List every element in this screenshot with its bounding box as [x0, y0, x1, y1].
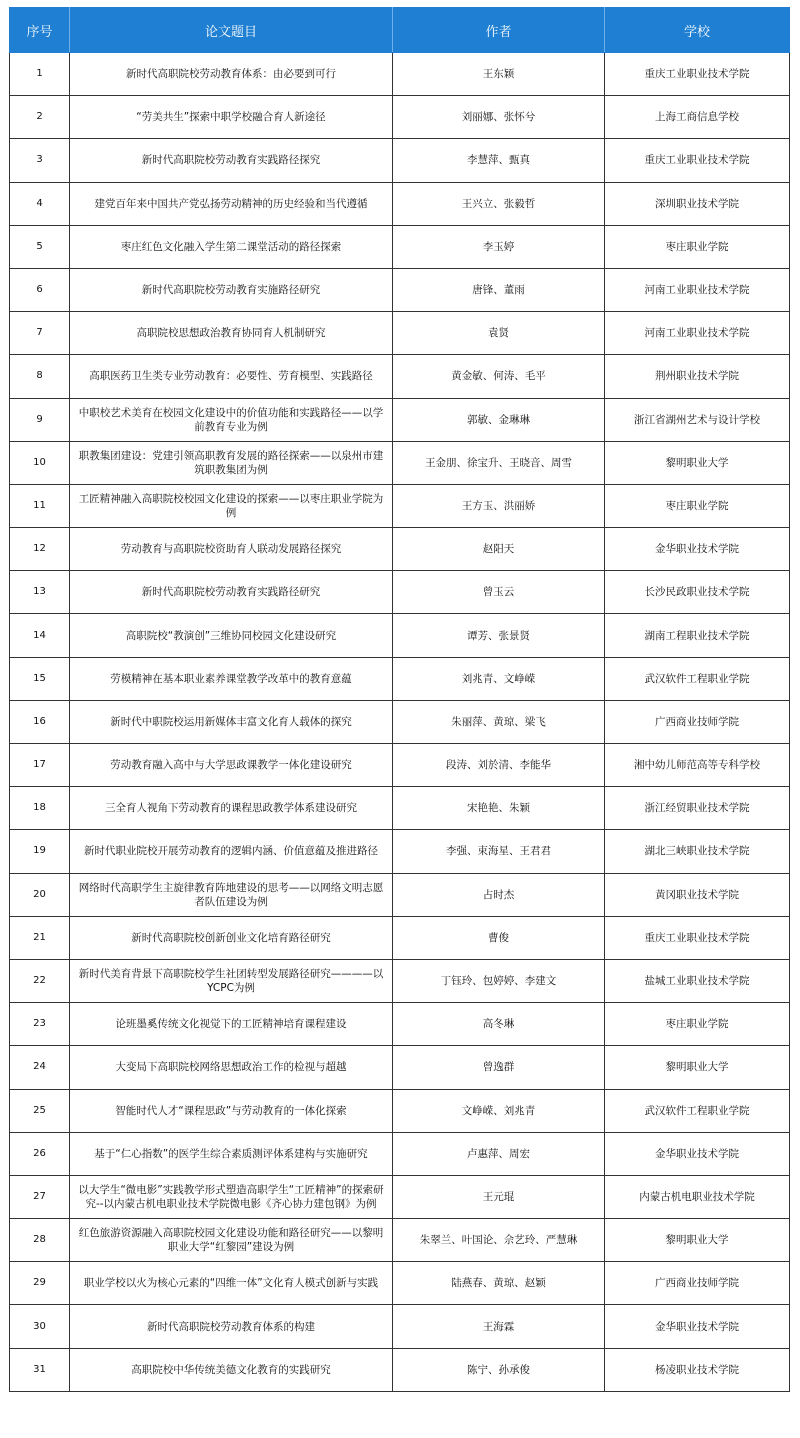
cell-index: 28 [10, 1219, 70, 1262]
cell-title: 红色旅游资源融入高职院校园文化建设功能和路径研究——以黎明职业大学“红黎园”建设为例 [70, 1219, 393, 1262]
cell-school: 上海工商信息学校 [605, 96, 790, 139]
cell-title: 枣庄红色文化融入学生第二课堂活动的路径探索 [70, 225, 393, 268]
cell-index: 31 [10, 1348, 70, 1391]
header-author: 作者 [393, 8, 605, 53]
table-row [10, 916, 790, 959]
cell-author: 曾逸群 [393, 1046, 605, 1089]
cell-school: 杨凌职业技术学院 [605, 1348, 790, 1391]
cell-author: 郭敏、金琳琳 [393, 398, 605, 441]
table-row [10, 614, 790, 657]
table-row [10, 225, 790, 268]
table-row [10, 1262, 790, 1305]
cell-title: 劳动教育与高职院校资助育人联动发展路径探究 [70, 528, 393, 571]
cell-title: 新时代高职院校劳动教育实践路径研究 [70, 571, 393, 614]
cell-index: 6 [10, 268, 70, 311]
cell-school: 武汉软件工程职业学院 [605, 1089, 790, 1132]
cell-index: 26 [10, 1132, 70, 1175]
cell-school: 荆州职业技术学院 [605, 355, 790, 398]
table-row [10, 1046, 790, 1089]
table-row [10, 484, 790, 527]
cell-author: 刘丽娜、张怀兮 [393, 96, 605, 139]
cell-school: 浙江经贸职业技术学院 [605, 787, 790, 830]
cell-school: 枣庄职业学院 [605, 484, 790, 527]
cell-author: 谭芳、张景贤 [393, 614, 605, 657]
cell-school: 河南工业职业技术学院 [605, 312, 790, 355]
cell-school: 枣庄职业学院 [605, 225, 790, 268]
cell-title: 劳模精神在基本职业素养课堂教学改革中的教育意蕴 [70, 657, 393, 700]
cell-title: 基于“仁心指数”的医学生综合素质测评体系建构与实施研究 [70, 1132, 393, 1175]
cell-title: 智能时代人才“课程思政”与劳动教育的一体化探索 [70, 1089, 393, 1132]
table-row [10, 787, 790, 830]
table-row [10, 312, 790, 355]
table-row [10, 571, 790, 614]
cell-school: 内蒙古机电职业技术学院 [605, 1175, 790, 1218]
cell-author: 朱翠兰、叶国论、佘艺玲、严慧琳 [393, 1219, 605, 1262]
table-row [10, 830, 790, 873]
cell-index: 11 [10, 484, 70, 527]
cell-author: 王兴立、张毅哲 [393, 182, 605, 225]
cell-author: 刘兆青、文峥嵘 [393, 657, 605, 700]
cell-index: 2 [10, 96, 70, 139]
table-body [10, 53, 790, 1392]
cell-author: 陆燕春、黄琼、赵颖 [393, 1262, 605, 1305]
table-row [10, 1003, 790, 1046]
cell-title: 新时代高职院校创新创业文化培育路径研究 [70, 916, 393, 959]
table-row [10, 1219, 790, 1262]
cell-author: 段涛、刘於清、李能华 [393, 744, 605, 787]
cell-index: 19 [10, 830, 70, 873]
cell-index: 9 [10, 398, 70, 441]
cell-author: 曾玉云 [393, 571, 605, 614]
table-row [10, 441, 790, 484]
table-header [10, 8, 790, 53]
cell-school: 金华职业技术学院 [605, 528, 790, 571]
cell-index: 4 [10, 182, 70, 225]
cell-index: 7 [10, 312, 70, 355]
cell-index: 1 [10, 53, 70, 96]
cell-title: 建党百年来中国共产党弘扬劳动精神的历史经验和当代遵循 [70, 182, 393, 225]
cell-index: 5 [10, 225, 70, 268]
cell-index: 20 [10, 873, 70, 916]
cell-index: 17 [10, 744, 70, 787]
cell-school: 广西商业技师学院 [605, 700, 790, 743]
table-row [10, 268, 790, 311]
cell-school: 黎明职业大学 [605, 441, 790, 484]
cell-index: 10 [10, 441, 70, 484]
cell-title: 论班墨奚传统文化视觉下的工匠精神培育课程建设 [70, 1003, 393, 1046]
cell-school: 河南工业职业技术学院 [605, 268, 790, 311]
cell-title: 新时代高职院校劳动教育体系的构建 [70, 1305, 393, 1348]
header-school: 学校 [605, 8, 790, 53]
cell-title: 工匠精神融入高职院校校园文化建设的探索——以枣庄职业学院为例 [70, 484, 393, 527]
cell-title: 职教集团建设：党建引领高职教育发展的路径探索——以泉州市建筑职教集团为例 [70, 441, 393, 484]
cell-school: 金华职业技术学院 [605, 1305, 790, 1348]
cell-author: 陈宁、孙承俊 [393, 1348, 605, 1391]
cell-title: 高职医药卫生类专业劳动教育：必要性、劳育模型、实践路径 [70, 355, 393, 398]
cell-school: 重庆工业职业技术学院 [605, 916, 790, 959]
cell-author: 王金朋、徐宝升、王晓音、周雪 [393, 441, 605, 484]
cell-index: 21 [10, 916, 70, 959]
cell-school: 黄冈职业技术学院 [605, 873, 790, 916]
cell-title: 新时代高职院校劳动教育实施路径研究 [70, 268, 393, 311]
papers-table [9, 7, 790, 1392]
cell-index: 14 [10, 614, 70, 657]
cell-index: 8 [10, 355, 70, 398]
cell-index: 18 [10, 787, 70, 830]
table-row [10, 1132, 790, 1175]
table-row [10, 657, 790, 700]
table-row [10, 1089, 790, 1132]
cell-author: 王方玉、洪丽娇 [393, 484, 605, 527]
cell-school: 长沙民政职业技术学院 [605, 571, 790, 614]
cell-title: 新时代高职院校劳动教育实践路径探究 [70, 139, 393, 182]
table-row [10, 96, 790, 139]
cell-author: 文峥嵘、刘兆青 [393, 1089, 605, 1132]
cell-school: 湖南工程职业技术学院 [605, 614, 790, 657]
cell-school: 湖北三峡职业技术学院 [605, 830, 790, 873]
cell-author: 袁贤 [393, 312, 605, 355]
cell-title: 以大学生“微电影”实践教学形式塑造高职学生“工匠精神”的探索研究--以内蒙古机电职业技术学院微电影《齐心协力建包钢》为例 [70, 1175, 393, 1218]
cell-school: 广西商业技师学院 [605, 1262, 790, 1305]
cell-author: 唐锋、董雨 [393, 268, 605, 311]
table-row [10, 139, 790, 182]
cell-index: 27 [10, 1175, 70, 1218]
header-row [10, 8, 790, 53]
table-row [10, 398, 790, 441]
cell-author: 王元琨 [393, 1175, 605, 1218]
cell-school: 黎明职业大学 [605, 1219, 790, 1262]
cell-index: 22 [10, 959, 70, 1002]
table-row [10, 528, 790, 571]
cell-author: 丁钰玲、包婷婷、李建文 [393, 959, 605, 1002]
cell-title: 新时代职业院校开展劳动教育的逻辑内涵、价值意蕴及推进路径 [70, 830, 393, 873]
cell-index: 3 [10, 139, 70, 182]
cell-index: 15 [10, 657, 70, 700]
cell-author: 高冬琳 [393, 1003, 605, 1046]
table-row [10, 700, 790, 743]
cell-title: 高职院校中华传统美德文化教育的实践研究 [70, 1348, 393, 1391]
cell-title: 高职院校思想政治教育协同育人机制研究 [70, 312, 393, 355]
cell-author: 宋艳艳、朱颖 [393, 787, 605, 830]
table-row [10, 1348, 790, 1391]
cell-author: 王海霖 [393, 1305, 605, 1348]
cell-index: 30 [10, 1305, 70, 1348]
cell-title: 职业学校以火为核心元素的“四维一体”文化育人模式创新与实践 [70, 1262, 393, 1305]
papers-table-container [9, 7, 789, 1392]
cell-school: 深圳职业技术学院 [605, 182, 790, 225]
cell-author: 李玉婷 [393, 225, 605, 268]
cell-title: 新时代中职院校运用新媒体丰富文化育人载体的探究 [70, 700, 393, 743]
cell-title: 劳动教育融入高中与大学思政课教学一体化建设研究 [70, 744, 393, 787]
cell-author: 李慧萍、甄真 [393, 139, 605, 182]
cell-title: “劳美共生”探索中职学校融合育人新途径 [70, 96, 393, 139]
cell-title: 三全育人视角下劳动教育的课程思政教学体系建设研究 [70, 787, 393, 830]
cell-author: 占时杰 [393, 873, 605, 916]
table-row [10, 744, 790, 787]
table-row [10, 1305, 790, 1348]
cell-school: 金华职业技术学院 [605, 1132, 790, 1175]
cell-index: 12 [10, 528, 70, 571]
table-row [10, 1175, 790, 1218]
cell-school: 重庆工业职业技术学院 [605, 53, 790, 96]
table-row [10, 355, 790, 398]
cell-school: 枣庄职业学院 [605, 1003, 790, 1046]
cell-title: 高职院校“教演创”三维协同校园文化建设研究 [70, 614, 393, 657]
cell-author: 李强、束海星、王君君 [393, 830, 605, 873]
cell-author: 赵阳天 [393, 528, 605, 571]
cell-author: 王东颖 [393, 53, 605, 96]
cell-index: 16 [10, 700, 70, 743]
cell-author: 卢惠萍、周宏 [393, 1132, 605, 1175]
cell-school: 湘中幼儿师范高等专科学校 [605, 744, 790, 787]
cell-school: 重庆工业职业技术学院 [605, 139, 790, 182]
cell-title: 网络时代高职学生主旋律教育阵地建设的思考——以网络文明志愿者队伍建设为例 [70, 873, 393, 916]
table-row [10, 873, 790, 916]
cell-index: 25 [10, 1089, 70, 1132]
cell-index: 29 [10, 1262, 70, 1305]
cell-school: 武汉软件工程职业学院 [605, 657, 790, 700]
cell-title: 新时代高职院校劳动教育体系：由必要到可行 [70, 53, 393, 96]
cell-title: 大变局下高职院校网络思想政治工作的检视与超越 [70, 1046, 393, 1089]
cell-author: 黄金敏、何涛、毛平 [393, 355, 605, 398]
cell-index: 13 [10, 571, 70, 614]
cell-index: 24 [10, 1046, 70, 1089]
cell-school: 黎明职业大学 [605, 1046, 790, 1089]
header-title: 论文题目 [70, 8, 393, 53]
table-row [10, 959, 790, 1002]
table-row [10, 182, 790, 225]
cell-title: 新时代美育背景下高职院校学生社团转型发展路径研究————以YCPC为例 [70, 959, 393, 1002]
cell-author: 朱丽萍、黄琼、梁飞 [393, 700, 605, 743]
header-index: 序号 [10, 8, 70, 53]
cell-author: 曹俊 [393, 916, 605, 959]
table-row [10, 53, 790, 96]
cell-title: 中职校艺术美育在校园文化建设中的价值功能和实践路径——以学前教育专业为例 [70, 398, 393, 441]
cell-index: 23 [10, 1003, 70, 1046]
cell-school: 盐城工业职业技术学院 [605, 959, 790, 1002]
cell-school: 浙江省湖州艺术与设计学校 [605, 398, 790, 441]
